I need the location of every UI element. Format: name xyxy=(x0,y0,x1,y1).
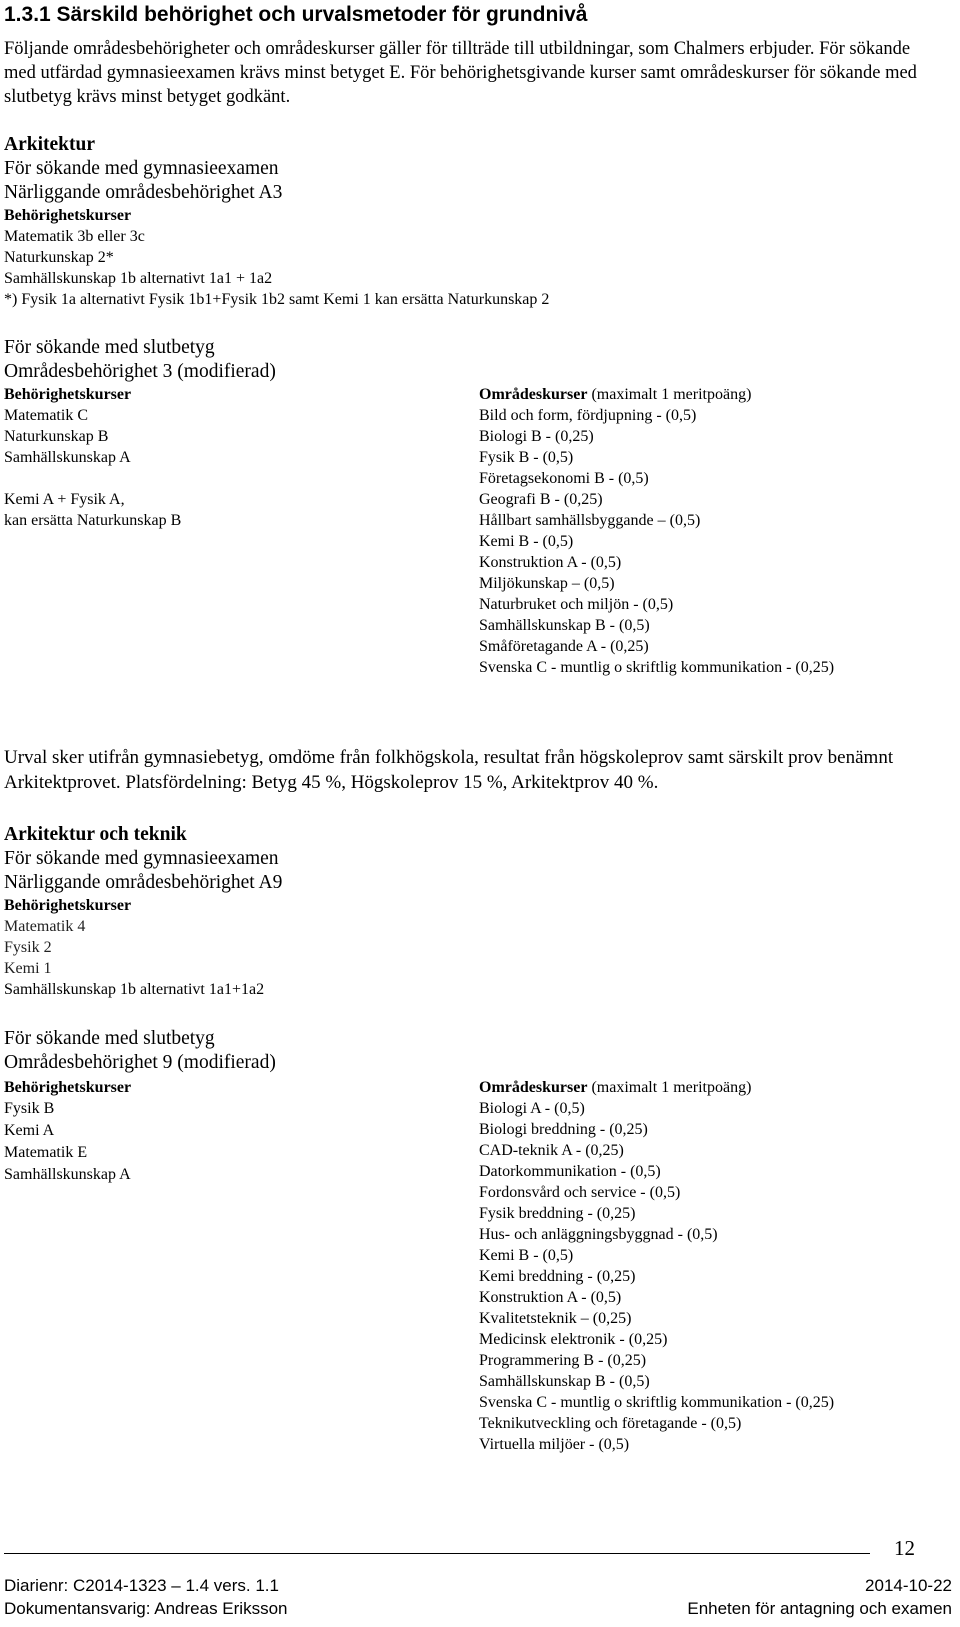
arkitektur-omrade-course: Företagsekonomi B - (0,5) xyxy=(479,470,649,487)
ark-teknik-omrade-course: Teknikutveckling och företagande - (0,5) xyxy=(479,1415,742,1432)
arkitektur-omrade-course: Samhällskunskap B - (0,5) xyxy=(479,617,650,634)
arkitektur-gym-block xyxy=(4,133,549,310)
ark-teknik-slut-course: Samhällskunskap A xyxy=(4,1166,131,1183)
arkitektur-urval: Urval sker utifrån gymnasiebetyg, omdöme från folkhögskola, resultat från högskoleprov samt särskilt prov benämnt Arkitektprovet. Platsfördelning: Betyg 45 %, Högskoleprov 15 %, Arkitektprov 40 %. xyxy=(4,747,894,793)
section-heading: 1.3.1 Särskild behörighet och urvalsmetoder för grundnivå xyxy=(4,3,588,26)
ark-teknik-omrade-course: Hus- och anläggningsbyggnad - (0,5) xyxy=(479,1226,718,1243)
page-number: 12 xyxy=(894,1536,915,1560)
arkitektur-slut-behorighet: Områdesbehörighet 3 (modifierad) xyxy=(4,361,276,382)
omrade-header-bold: Områdeskurser xyxy=(479,386,588,403)
arkitektur-omrade-course: Konstruktion A - (0,5) xyxy=(479,554,622,571)
ark-teknik-omrade-course: Datorkommunikation - (0,5) xyxy=(479,1163,661,1180)
ark-teknik-title: Arkitektur och teknik xyxy=(4,824,187,845)
arkitektur-gym-course: Samhällskunskap 1b alternativt 1a1 + 1a2 xyxy=(4,270,273,287)
ark-teknik-gym-course: Fysik 2 xyxy=(4,939,52,956)
ark-teknik-omrade-course: Biologi breddning - (0,25) xyxy=(479,1121,648,1138)
ark-teknik-omrade-courses xyxy=(479,1077,834,1455)
footer-date: 2014-10-22 xyxy=(865,1576,952,1595)
arkitektur-gym-course: Naturkunskap 2* xyxy=(4,249,114,266)
arkitektur-slut-course: Kemi A + Fysik A, xyxy=(4,491,125,508)
ark-teknik-slut-behorighet: Områdesbehörighet 9 (modifierad) xyxy=(4,1052,276,1073)
ark-teknik-slut-label: För sökande med slutbetyg xyxy=(4,1028,215,1049)
arkitektur-slut-course: kan ersätta Naturkunskap B xyxy=(4,512,182,529)
omrade-header-bold: Områdeskurser xyxy=(479,1079,588,1096)
arkitektur-slut-heading xyxy=(4,336,276,384)
ark-teknik-omrade-course: Svenska C - muntlig o skriftlig kommunikation - (0,25) xyxy=(479,1394,835,1411)
ark-teknik-omrade-course: Programmering B - (0,25) xyxy=(479,1352,647,1369)
ark-teknik-omrade-course: Kemi B - (0,5) xyxy=(479,1247,574,1264)
arkitektur-omrade-course: Bild och form, fördjupning - (0,5) xyxy=(479,407,697,424)
footer-diarienr: Diarienr: C2014-1323 – 1.4 vers. 1.1 xyxy=(4,1576,279,1595)
ark-teknik-slut-course: Fysik B xyxy=(4,1100,55,1117)
ark-teknik-gym-courses-header: Behörighetskurser xyxy=(4,897,132,914)
ark-teknik-omrade-course: Samhällskunskap B - (0,5) xyxy=(479,1373,650,1390)
ark-teknik-gym-course: Kemi 1 xyxy=(4,960,52,977)
arkitektur-omrade-course: Miljökunskap – (0,5) xyxy=(479,575,615,592)
ark-teknik-omrade-course: Medicinsk elektronik - (0,25) xyxy=(479,1331,668,1348)
arkitektur-slut-course: Naturkunskap B xyxy=(4,428,109,445)
ark-teknik-slut-courses-header: Behörighetskurser xyxy=(4,1079,132,1096)
arkitektur-slut-course: Samhällskunskap A xyxy=(4,449,131,466)
intro-paragraph: Följande områdesbehörigheter och områdeskurser gäller för tillträde till utbildningar, som Chalmers erbjuder. För sökande med utfärdad gymnasieexamen krävs minst betyget E. För behörighetsgivande kurser samt områdeskurser för sökande med slutbetyg krävs minst betyget godkänt. xyxy=(4,39,917,107)
omrade-header-rest: (maximalt 1 meritpoäng) xyxy=(587,1079,752,1096)
arkitektur-omrade-header xyxy=(479,384,834,405)
ark-teknik-omrade-course: Konstruktion A - (0,5) xyxy=(479,1289,622,1306)
footer-ansvarig: Dokumentansvarig: Andreas Eriksson xyxy=(4,1599,288,1618)
arkitektur-omrade-course: Fysik B - (0,5) xyxy=(479,449,574,466)
arkitektur-omrade-course: Biologi B - (0,25) xyxy=(479,428,594,445)
ark-teknik-omrade-course: CAD-teknik A - (0,25) xyxy=(479,1142,624,1159)
ark-teknik-gym-label: För sökande med gymnasieexamen xyxy=(4,848,279,869)
arkitektur-slut-course: Matematik C xyxy=(4,407,88,424)
arkitektur-slut-spacer xyxy=(4,468,181,489)
ark-teknik-gym-block xyxy=(4,823,282,1000)
arkitektur-gym-courses-header: Behörighetskurser xyxy=(4,207,132,224)
ark-teknik-slut-heading xyxy=(4,1027,276,1075)
arkitektur-omrade-course: Geografi B - (0,25) xyxy=(479,491,603,508)
arkitektur-slut-label: För sökande med slutbetyg xyxy=(4,337,215,358)
arkitektur-omrade-course: Naturbruket och miljön - (0,5) xyxy=(479,596,674,613)
arkitektur-omrade-course: Svenska C - muntlig o skriftlig kommunikation - (0,25) xyxy=(479,659,835,676)
arkitektur-omrade-course: Småföretagande A - (0,25) xyxy=(479,638,649,655)
ark-teknik-slut-course: Matematik E xyxy=(4,1144,88,1161)
ark-teknik-slut-courses xyxy=(4,1077,131,1186)
arkitektur-omrade-courses xyxy=(479,384,834,678)
ark-teknik-omrade-course: Biologi A - (0,5) xyxy=(479,1100,585,1117)
ark-teknik-omrade-course: Virtuella miljöer - (0,5) xyxy=(479,1436,630,1453)
ark-teknik-omrade-course: Kemi breddning - (0,25) xyxy=(479,1268,636,1285)
arkitektur-gym-label: För sökande med gymnasieexamen xyxy=(4,158,279,179)
ark-teknik-gym-course: Samhällskunskap 1b alternativt 1a1+1a2 xyxy=(4,981,265,998)
arkitektur-omrade-course: Hållbart samhällsbyggande – (0,5) xyxy=(479,512,701,529)
footer-rule xyxy=(4,1553,870,1554)
arkitektur-gym-behorighet: Närliggande områdesbehörighet A3 xyxy=(4,182,283,203)
ark-teknik-omrade-course: Fysik breddning - (0,25) xyxy=(479,1205,636,1222)
ark-teknik-gym-course: Matematik 4 xyxy=(4,918,86,935)
footer-unit: Enheten för antagning och examen xyxy=(687,1599,952,1618)
arkitektur-omrade-course: Kemi B - (0,5) xyxy=(479,533,574,550)
arkitektur-gym-footnote: *) Fysik 1a alternativt Fysik 1b1+Fysik 1b2 samt Kemi 1 kan ersätta Naturkunskap 2 xyxy=(4,291,550,308)
ark-teknik-omrade-course: Kvalitetsteknik – (0,25) xyxy=(479,1310,632,1327)
ark-teknik-slut-course: Kemi A xyxy=(4,1122,55,1139)
arkitektur-title: Arkitektur xyxy=(4,134,95,155)
ark-teknik-gym-behorighet: Närliggande områdesbehörighet A9 xyxy=(4,872,283,893)
arkitektur-slut-courses xyxy=(4,384,181,531)
ark-teknik-omrade-header xyxy=(479,1077,834,1098)
arkitektur-slut-courses-header: Behörighetskurser xyxy=(4,386,132,403)
arkitektur-gym-course: Matematik 3b eller 3c xyxy=(4,228,145,245)
omrade-header-rest: (maximalt 1 meritpoäng) xyxy=(587,386,752,403)
ark-teknik-omrade-course: Fordonsvård och service - (0,5) xyxy=(479,1184,681,1201)
